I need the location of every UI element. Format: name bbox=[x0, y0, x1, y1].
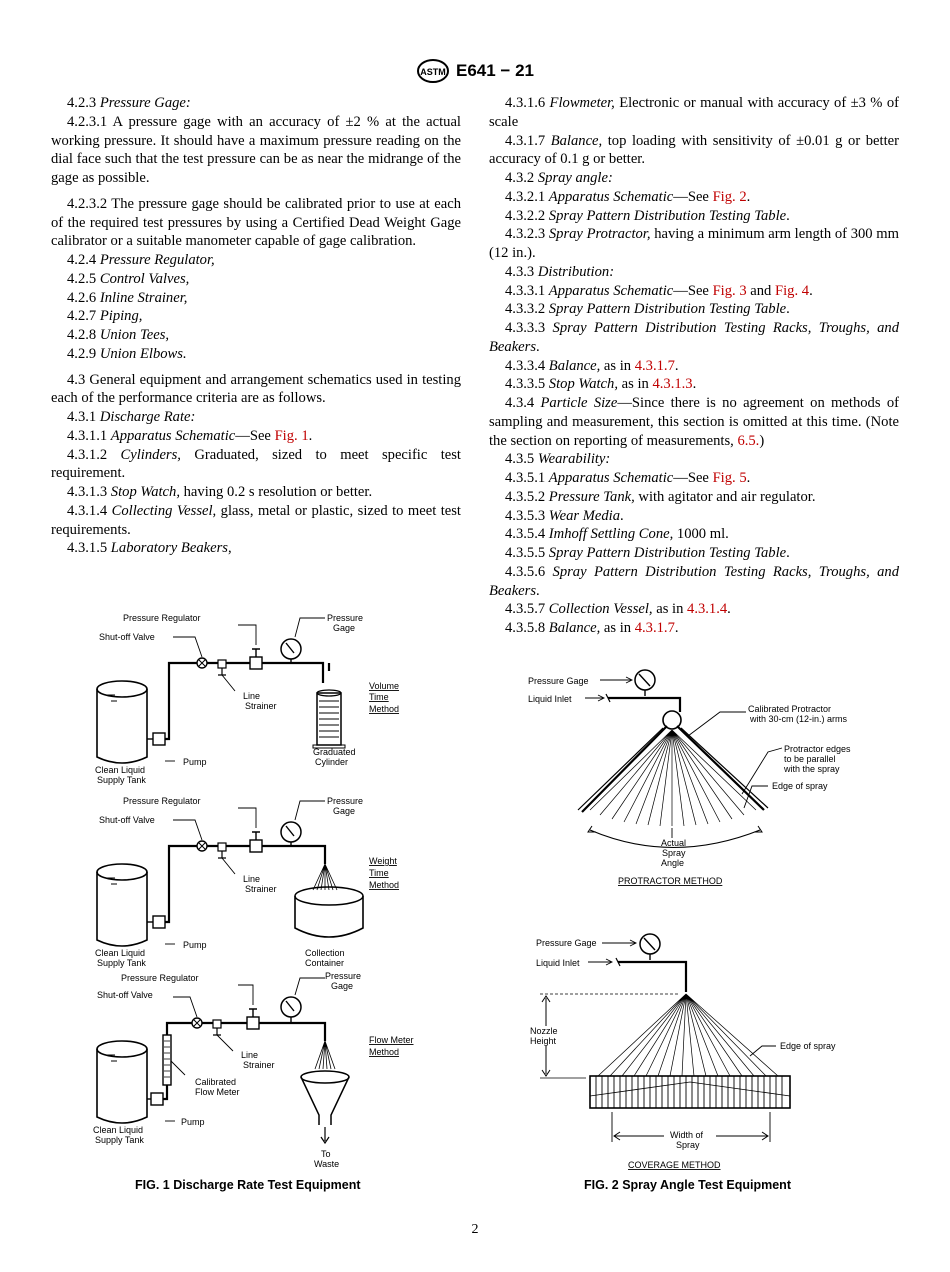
section-4-3-2-2: 4.3.2.2 Spray Pattern Distribution Testing Table. bbox=[505, 207, 790, 224]
fig2-label-liquid-inlet-2: Liquid Inlet bbox=[536, 958, 580, 968]
section-4-3-3-1: 4.3.3.1 Apparatus Schematic—See Fig. 3 and Fig. 4. bbox=[505, 282, 813, 299]
fig1-label-supply-tank-2: Supply Tank bbox=[97, 958, 146, 968]
standard-designation: E641 − 21 bbox=[456, 61, 534, 80]
fig1-label-gage-2: Gage bbox=[333, 806, 356, 816]
fig1-label-graduated: Graduated bbox=[313, 747, 356, 757]
section-4-2-3-2: 4.2.3.2 The pressure gage should be calibrated prior to use at each of the required test pressures by using a Certified Dead Weight Gage calibrator or a suitable manometer capable of gage calibration. bbox=[51, 195, 461, 250]
section-4-3-5-5: 4.3.5.5 Spray Pattern Distribution Testing Table. bbox=[505, 545, 790, 561]
fig2-label-calibrated-protractor: Calibrated Protractor bbox=[748, 704, 832, 714]
fig1-label-method-1: Method bbox=[369, 704, 400, 714]
protractor-method-assembly bbox=[578, 670, 782, 848]
logo-text: ASTM bbox=[420, 67, 446, 77]
fig-2-link[interactable]: Fig. 2 bbox=[712, 188, 747, 205]
fig1-label-calibrated: Calibrated bbox=[195, 1077, 237, 1087]
section-4-3-3-3: 4.3.3.3 Spray Pattern Distribution Testing Racks, Troughs, and Beakers. bbox=[489, 320, 899, 355]
fig1-label-supply-tank-1: Supply Tank bbox=[97, 775, 146, 785]
section-4-3-4: 4.3.4 Particle Size—Since there is no agreement on methods of sampling and measurement, this section is omitted at this time. (Note the section on reporting of measurements, 6.5.) bbox=[489, 395, 899, 449]
fig-1-caption: FIG. 1 Discharge Rate Test Equipment bbox=[135, 1178, 361, 1192]
section-4-3-5-8: 4.3.5.8 Balance, as in 4.3.1.7. bbox=[505, 620, 679, 636]
fig1-label-pressure-regulator-3: Pressure Regulator bbox=[121, 973, 199, 983]
ref-4-3-1-7b-link[interactable]: 4.3.1.7 bbox=[634, 620, 675, 636]
right-column bbox=[489, 94, 899, 638]
fig1-label-calibrated-flow-meter: Flow Meter bbox=[195, 1087, 240, 1097]
fig1-label-collection: Collection bbox=[305, 948, 345, 958]
page-header bbox=[0, 58, 950, 84]
section-4-2-4: 4.2.4 Pressure Regulator, bbox=[67, 252, 215, 268]
section-4-3-1-3: 4.3.1.3 Stop Watch, having 0.2 s resolution or better. bbox=[67, 484, 373, 500]
section-4-3-3: 4.3.3 Distribution: bbox=[505, 263, 615, 280]
section-4-3-1: 4.3.1 Discharge Rate: bbox=[67, 409, 196, 425]
fig1-label-strainer-3: Strainer bbox=[243, 1060, 275, 1070]
section-4-3-2-3: 4.3.2.3 Spray Protractor, having a minimum arm length of 300 mm (12 in.). bbox=[489, 226, 899, 261]
left-column bbox=[51, 94, 461, 558]
fig1-label-pressure-regulator-2: Pressure Regulator bbox=[123, 796, 201, 806]
section-4-2-5: 4.2.5 Control Valves, bbox=[67, 270, 190, 287]
fig1-label-shutoff-3: Shut-off Valve bbox=[97, 990, 153, 1000]
fig1-label-time-1: Time bbox=[369, 692, 389, 702]
fig1-label-pump-3: Pump bbox=[181, 1117, 205, 1127]
section-4-3-3-4: 4.3.3.4 Balance, as in 4.3.1.7. bbox=[505, 357, 679, 374]
fig2-label-spray-2: Spray bbox=[676, 1140, 700, 1150]
fig-2-caption: FIG. 2 Spray Angle Test Equipment bbox=[584, 1178, 791, 1192]
fig1-label-clean-liquid-3: Clean Liquid bbox=[93, 1125, 144, 1135]
fig2-label-spray-1: Spray bbox=[662, 848, 686, 858]
ref-4-3-1-4-link[interactable]: 4.3.1.4 bbox=[687, 601, 728, 618]
fig1-label-shutoff-2: Shut-off Valve bbox=[99, 815, 155, 825]
fig1-label-pressure-3: Pressure bbox=[325, 971, 362, 981]
fig1-label-to: To bbox=[321, 1149, 331, 1159]
fig2-label-pressure-gage-2: Pressure Gage bbox=[536, 938, 597, 948]
fig1-label-cylinder: Cylinder bbox=[315, 757, 349, 767]
fig-1-link[interactable]: Fig. 1 bbox=[274, 427, 309, 444]
fig2-label-edges-1: Protractor edges bbox=[784, 744, 851, 754]
section-4-3-5-3: 4.3.5.3 Wear Media. bbox=[505, 507, 624, 524]
fig1-label-clean-liquid-1: Clean Liquid bbox=[95, 765, 146, 775]
fig2-label-height: Height bbox=[530, 1036, 557, 1046]
fig2-label-actual: Actual bbox=[661, 838, 687, 848]
section-4-2-9: 4.2.9 Union Elbows. bbox=[67, 345, 187, 362]
fig1-label-strainer-2: Strainer bbox=[245, 884, 277, 894]
section-4-3-1-6: 4.3.1.6 Flowmeter, Electronic or manual with accuracy of ±3 % of scale bbox=[489, 95, 899, 130]
section-4-3-2-1: 4.3.2.1 Apparatus Schematic—See Fig. 2. bbox=[505, 188, 751, 205]
fig1-label-pump-2: Pump bbox=[183, 940, 207, 950]
fig-5-link[interactable]: Fig. 5 bbox=[712, 470, 747, 486]
section-4-3-5-4: 4.3.5.4 Imhoff Settling Cone, 1000 ml. bbox=[505, 526, 729, 543]
section-4-3-3-2: 4.3.3.2 Spray Pattern Distribution Testing Table. bbox=[505, 301, 790, 318]
section-4-3-3-5: 4.3.3.5 Stop Watch, as in 4.3.1.3. bbox=[505, 376, 697, 393]
fig2-label-nozzle: Nozzle bbox=[530, 1026, 558, 1036]
fig2-label-edge-of-spray-1: Edge of spray bbox=[772, 781, 828, 791]
fig1-label-line-2: Line bbox=[243, 874, 261, 884]
fig1-label-clean-liquid-2: Clean Liquid bbox=[95, 948, 146, 958]
section-4-3-1-5: 4.3.1.5 Laboratory Beakers, bbox=[67, 540, 232, 557]
fig1-label-shutoff-1: Shut-off Valve bbox=[99, 632, 155, 642]
fig2-label-coverage-method: COVERAGE METHOD bbox=[628, 1160, 721, 1170]
fig1-label-time-2: Time bbox=[369, 868, 389, 878]
ref-4-3-1-7-link[interactable]: 4.3.1.7 bbox=[634, 357, 675, 374]
fig-2-diagram bbox=[520, 660, 880, 1175]
fig1-label-pressure-1: Pressure bbox=[327, 613, 364, 623]
fig2-label-liquid-inlet-1: Liquid Inlet bbox=[528, 694, 572, 704]
fig-1-diagram bbox=[85, 605, 435, 1175]
fig1-label-gage-3: Gage bbox=[331, 981, 354, 991]
ref-6-5-link[interactable]: 6.5. bbox=[737, 432, 760, 449]
section-4-2-7: 4.2.7 Piping, bbox=[67, 308, 143, 325]
fig2-label-edges-2: to be parallel bbox=[784, 754, 836, 764]
fig1-label-pressure-2: Pressure bbox=[327, 796, 364, 806]
section-4-2-8: 4.2.8 Union Tees, bbox=[67, 327, 170, 343]
fig1-label-line-3: Line bbox=[241, 1050, 259, 1060]
fig1-label-weight: Weight bbox=[369, 856, 397, 866]
fig-4-link[interactable]: Fig. 4 bbox=[775, 282, 810, 299]
fig1-label-pump-1: Pump bbox=[183, 757, 207, 767]
fig-3-link[interactable]: Fig. 3 bbox=[712, 282, 747, 299]
fig2-label-pressure-gage-1: Pressure Gage bbox=[528, 676, 589, 686]
section-4-3-5-2: 4.3.5.2 Pressure Tank, with agitator and air regulator. bbox=[505, 488, 816, 505]
astm-logo-icon bbox=[416, 58, 450, 84]
section-4-3-1-1: 4.3.1.1 Apparatus Schematic—See Fig. 1. bbox=[67, 427, 313, 444]
section-4-3-1-7: 4.3.1.7 Balance, top loading with sensitivity of ±0.01 g or better accuracy of 0.1 g or better. bbox=[489, 132, 899, 168]
fig1-label-container: Container bbox=[305, 958, 345, 968]
fig2-label-width-of: Width of bbox=[670, 1130, 704, 1140]
fig1-label-flow-meter: Flow Meter bbox=[369, 1035, 414, 1045]
fig2-label-angle: Angle bbox=[661, 858, 685, 868]
section-4-3-5: 4.3.5 Wearability: bbox=[505, 451, 611, 468]
fig1-label-supply-tank-3: Supply Tank bbox=[95, 1135, 144, 1145]
fig1-label-method-2: Method bbox=[369, 880, 400, 890]
section-4-3-5-7: 4.3.5.7 Collection Vessel, as in 4.3.1.4. bbox=[505, 601, 731, 618]
fig1-label-gage-1: Gage bbox=[333, 623, 356, 633]
section-4-2-6: 4.2.6 Inline Strainer, bbox=[67, 289, 188, 306]
fig1-label-volume: Volume bbox=[369, 681, 400, 691]
fig2-label-protractor-method: PROTRACTOR METHOD bbox=[618, 876, 723, 886]
ref-4-3-1-3-link[interactable]: 4.3.1.3 bbox=[652, 376, 693, 393]
flow-meter-assembly bbox=[97, 978, 349, 1143]
section-4-3-5-1: 4.3.5.1 Apparatus Schematic—See Fig. 5. bbox=[505, 470, 751, 486]
section-4-2-3: 4.2.3 Pressure Gage: bbox=[67, 95, 191, 111]
fig1-label-strainer-1: Strainer bbox=[245, 701, 277, 711]
section-4-3-1-2: 4.3.1.2 Cylinders, Graduated, sized to meet specific test requirement. bbox=[51, 446, 461, 482]
fig1-label-waste: Waste bbox=[314, 1159, 340, 1169]
section-4-3: 4.3 General equipment and arrangement schematics used in testing each of the performance criteria are as follows. bbox=[51, 371, 461, 407]
page-number: 2 bbox=[471, 1222, 479, 1237]
fig1-label-line-1: Line bbox=[243, 691, 261, 701]
fig2-label-arms: with 30-cm (12-in.) arms bbox=[750, 714, 848, 724]
fig1-label-pressure-regulator-1: Pressure Regulator bbox=[123, 613, 201, 623]
section-4-3-5-6: 4.3.5.6 Spray Pattern Distribution Testing Racks, Troughs, and Beakers. bbox=[489, 563, 899, 599]
fig1-label-method-3: Method bbox=[369, 1047, 400, 1057]
section-4-3-2: 4.3.2 Spray angle: bbox=[505, 170, 613, 186]
section-4-3-1-4: 4.3.1.4 Collecting Vessel, glass, metal or plastic, sized to meet test requirements. bbox=[51, 502, 461, 538]
section-4-2-3-1: 4.2.3.1 A pressure gage with an accuracy of ±2 % at the actual working pressure. It should have a maximum pressure reading on the dial face such that the test pressure can be as near the midrange of the gage as possible. bbox=[51, 113, 461, 186]
fig2-label-edge-of-spray-2: Edge of spray bbox=[780, 1041, 836, 1051]
fig2-label-edges-3: with the spray bbox=[784, 764, 840, 774]
